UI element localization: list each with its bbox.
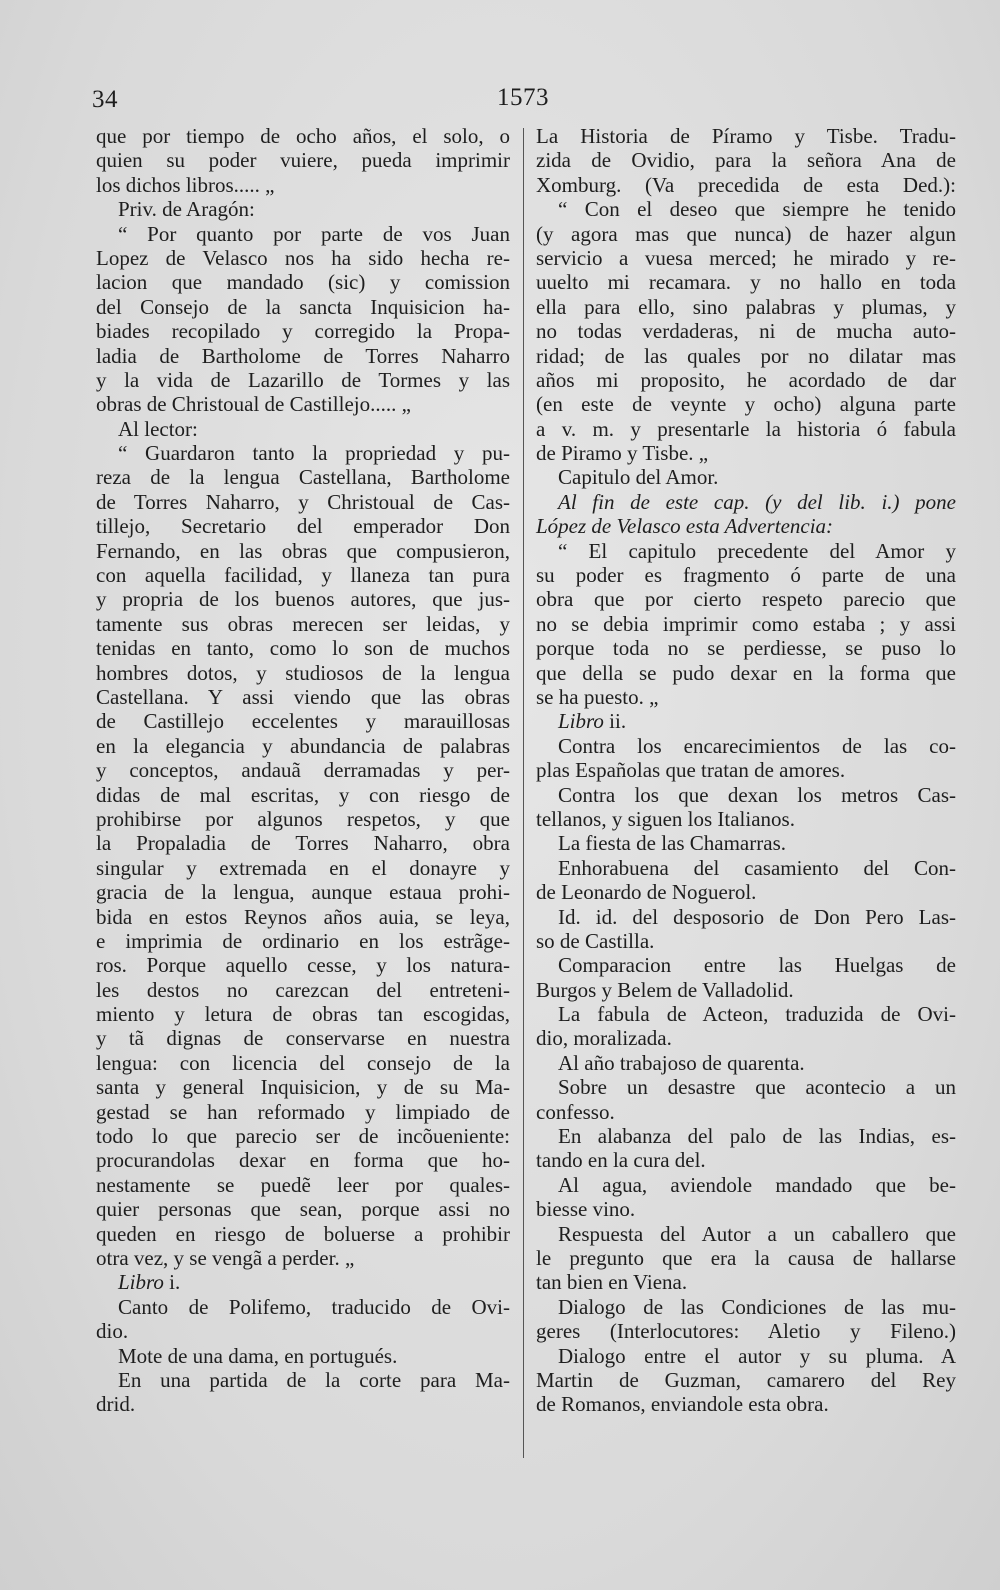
text-line: didas de mal escritas, y con riesgo de (96, 782, 510, 807)
text-line: santa y general Inquisicion, y de su Ma- (96, 1075, 510, 1100)
text-line: ros. Porque aquello cesse, y los natura- (96, 953, 510, 978)
text-line: ella para ello, sino palabras y plumas, y (536, 294, 956, 319)
text-line: tillejo, Secretario del emperador Don (96, 514, 510, 539)
text-line: Al lector: (118, 416, 198, 441)
text-line: y propria de los buenos autores, que jus- (96, 587, 510, 612)
text-line: Libro ii. (558, 709, 627, 734)
text-line: confesso. (536, 1099, 615, 1124)
text-line: les destos no carezcan del entreteni- (96, 977, 510, 1002)
text-line: le pregunto que era la causa de hallarse (536, 1245, 956, 1270)
text-line: gracia de la lengua, aunque estaua prohi- (96, 880, 510, 905)
text-line: ridad; de las quales por no dilatar mas (536, 343, 956, 368)
text-line: Enhorabuena del casamiento del Con- (558, 855, 956, 880)
text-line: tando en la cura del. (536, 1148, 706, 1173)
text-line: Libro i. (118, 1270, 181, 1295)
text-line: dio. (96, 1319, 129, 1344)
text-line: Comparacion entre las Huelgas de (558, 953, 956, 978)
text-line: de Piramo y Tisbe. „ (536, 441, 709, 466)
page-number: 34 (92, 86, 118, 113)
text-line: su poder es fragmento ó parte de una (536, 563, 956, 588)
left-text-column (96, 124, 510, 1417)
right-text-column (536, 124, 956, 1417)
text-line: uuelto mi recamara. y no hallo en toda (536, 270, 956, 295)
text-line: (en este de veynte y ocho) alguna parte (536, 392, 956, 417)
text-line: (y agora mas que nunca) de hazer algun (536, 221, 956, 246)
text-line: la Propaladia de Torres Naharro, obra (96, 831, 510, 856)
text-line: los dichos libros..... „ (96, 172, 275, 197)
text-line: lacion que mandado (sic) y comission (96, 270, 510, 295)
text-line: Canto de Polifemo, traducido de Ovi- (118, 1294, 510, 1319)
text-line: Burgos y Belem de Valladolid. (536, 977, 794, 1002)
text-line: Fernando, en las obras que compusieron, (96, 538, 510, 563)
text-line: tellanos, y siguen los Italianos. (536, 806, 795, 831)
text-line: zida de Ovidio, para la señora Ana de (536, 148, 956, 173)
text-line: obra que por cierto respeto parecio que (536, 587, 956, 612)
text-line: reza de la lengua Castellana, Bartholome (96, 465, 510, 490)
text-line: quien su poder vuiere, pueda imprimir (96, 148, 510, 173)
text-line: “ Con el deseo que siempre he tenido (558, 197, 956, 222)
text-line: ladia de Bartholome de Torres Naharro (96, 343, 510, 368)
text-line: Capitulo del Amor. (558, 465, 719, 490)
text-line: Sobre un desastre que acontecio a un (558, 1075, 956, 1100)
text-line: e imprimia de ordinario en los estrãge- (96, 928, 510, 953)
text-line: Contra los que dexan los metros Cas- (558, 782, 956, 807)
text-line: En una partida de la corte para Ma- (118, 1367, 510, 1392)
text-line: Al año trabajoso de quarenta. (558, 1050, 805, 1075)
text-line: “ Por quanto por parte de vos Juan (118, 221, 510, 246)
text-line: tenidas en tanto, como lo son de muchos (96, 636, 510, 661)
text-line: lengua: con licencia del consejo de la (96, 1050, 510, 1075)
text-line: La fabula de Acteon, traduzida de Ovi- (558, 1002, 956, 1027)
text-line: Dialogo entre el autor y su pluma. A (558, 1343, 956, 1368)
text-line: de Castillejo eccelentes y marauillosas (96, 709, 510, 734)
text-line: de Romanos, enviandole esta obra. (536, 1392, 829, 1417)
text-line: porque toda no se perdiesse, se puso lo (536, 636, 956, 661)
text-line: Xomburg. (Va precedida de esta Ded.): (536, 172, 956, 197)
text-line: y tã dignas de conservarse en nuestra (96, 1026, 510, 1051)
column-divider (523, 128, 524, 1458)
text-line: Id. id. del desposorio de Don Pero Las- (558, 904, 956, 929)
text-line: Contra los encarecimientos de las co- (558, 733, 956, 758)
text-line: a v. m. y presentarle la historia ó fabula (536, 416, 956, 441)
text-line: geres (Interlocutores: Aletio y Fileno.) (536, 1319, 956, 1344)
text-line: de Torres Naharro, y Christoual de Cas- (96, 489, 510, 514)
text-line: y la vida de Lazarillo de Tormes y las (96, 367, 510, 392)
text-line: Dialogo de las Condiciones de las mu- (558, 1294, 956, 1319)
text-line: miento y letura de obras tan escogidas, (96, 1002, 510, 1027)
text-line: La Historia de Píramo y Tisbe. Tradu- (536, 124, 956, 148)
text-line: biesse vino. (536, 1197, 636, 1222)
text-line: “ Guardaron tanto la propriedad y pu- (118, 441, 510, 466)
text-line: gestad se han reformado y limpiado de (96, 1099, 510, 1124)
text-line: años mi proposito, he acordado de dar (536, 367, 956, 392)
text-line: que della se pudo dexar en la forma que (536, 660, 956, 685)
text-line: y conceptos, andauã derramadas y per- (96, 758, 510, 783)
running-head-year: 1573 (497, 84, 549, 111)
text-line: drid. (96, 1392, 136, 1417)
text-line: servicio a vuesa merced; he mirado y re- (536, 245, 956, 270)
text-line: so de Castilla. (536, 928, 655, 953)
text-line: hombres dotos, y studiosos de la lengua (96, 660, 510, 685)
text-line: con aquella facilidad, y llaneza tan pura (96, 563, 510, 588)
text-line: otra vez, y se vengã a perder. „ (96, 1245, 355, 1270)
text-line: Respuesta del Autor a un caballero que (558, 1221, 956, 1246)
text-line: que por tiempo de ocho años, el solo, o (96, 124, 510, 148)
text-line: todo lo que parecio ser de incõueniente: (96, 1124, 510, 1149)
text-line: tamente sus obras merecen ser leidas, y (96, 611, 510, 636)
text-line: en la elegancia y abundancia de palabras (96, 733, 510, 758)
text-line: obras de Christoual de Castillejo..... „ (96, 392, 411, 417)
text-line: procurandolas dexar en forma que ho- (96, 1148, 510, 1173)
text-line: singular y extremada en el donayre y (96, 855, 510, 880)
text-line: nestamente se puedẽ leer por quales- (96, 1172, 510, 1197)
text-line: “ El capitulo precedente del Amor y (558, 538, 956, 563)
text-line: Al fin de este cap. (y del lib. i.) pone (558, 489, 956, 514)
text-line: se ha puesto. „ (536, 684, 659, 709)
text-line: del Consejo de la sancta Inquisicion ha- (96, 294, 510, 319)
text-line: plas Españolas que tratan de amores. (536, 758, 846, 783)
text-line: quier personas que sean, porque assi no (96, 1197, 510, 1222)
text-line: dio, moralizada. (536, 1026, 672, 1051)
text-line: Al agua, aviendole mandado que be- (558, 1172, 956, 1197)
text-line: no todas verdaderas, ni de mucha auto- (536, 319, 956, 344)
text-line: tan bien en Viena. (536, 1270, 688, 1295)
text-line: Castellana. Y assi viendo que las obras (96, 684, 510, 709)
text-line: no se debia imprimir como estaba ; y assi (536, 611, 956, 636)
text-line: de Leonardo de Noguerol. (536, 880, 757, 905)
text-line: queden en riesgo de boluerse a prohibir (96, 1221, 510, 1246)
text-line: La fiesta de las Chamarras. (558, 831, 786, 856)
text-line: Mote de una dama, en portugués. (118, 1343, 398, 1368)
text-line: biades recopilado y corregido la Propa- (96, 319, 510, 344)
text-line: bida en estos Reynos años auia, se leya, (96, 904, 510, 929)
text-line: López de Velasco esta Advertencia: (536, 514, 834, 539)
text-line: Priv. de Aragón: (118, 197, 255, 222)
text-line: Lopez de Velasco nos ha sido hecha re- (96, 245, 510, 270)
text-line: prohibirse por algunos respetos, y que (96, 806, 510, 831)
text-line: Martin de Guzman, camarero del Rey (536, 1367, 956, 1392)
text-line: En alabanza del palo de las Indias, es- (558, 1124, 956, 1149)
